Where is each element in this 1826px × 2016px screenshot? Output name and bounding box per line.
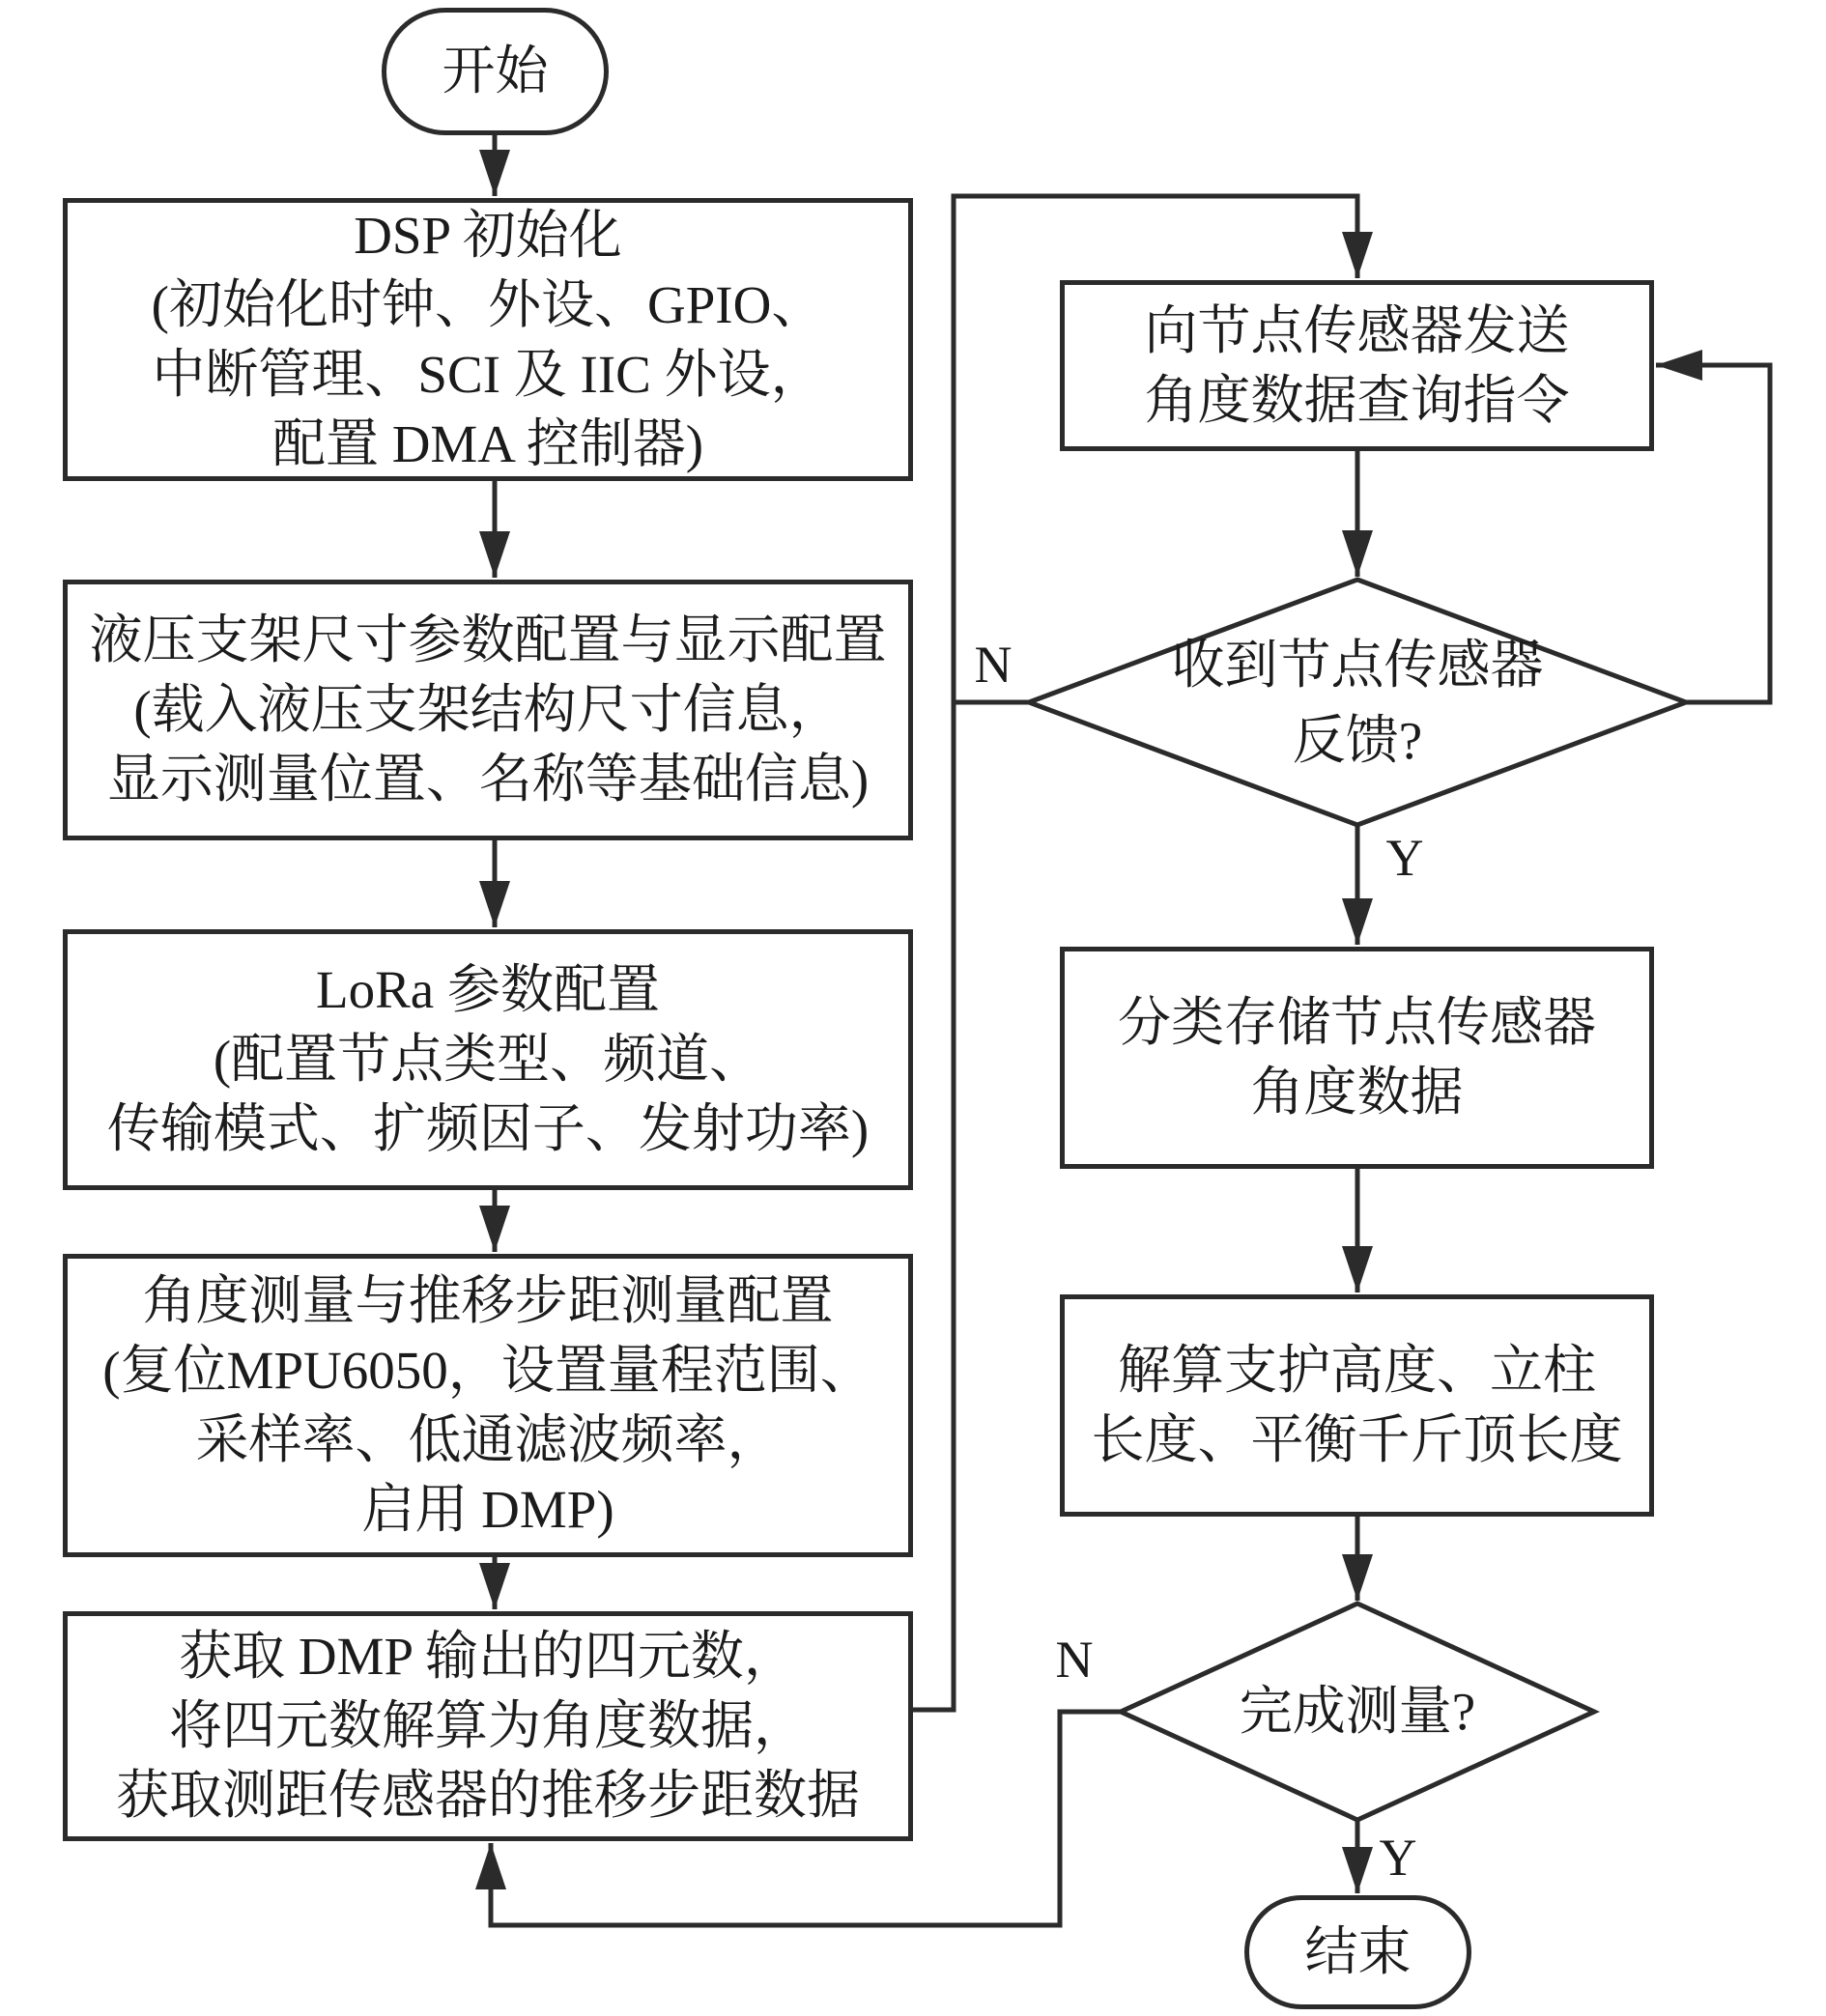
label-feedback-no [953,624,1034,705]
label-complete-no [1034,1619,1115,1700]
process-send-query [1060,280,1654,451]
process-lora-config-line: 传输模式、扩频因子、发射功率) [106,1099,870,1158]
process-calc-support-height [1060,1294,1654,1517]
process-angle-measure-config-line: (复位MPU6050，设置量程范围、 [102,1341,873,1400]
process-store-angle-data [1060,947,1654,1169]
decision-complete-line: 完成测量? [1239,1682,1476,1741]
label-feedback-yes [1364,817,1445,898]
process-angle-measure-config-line: 角度测量与推移步距测量配置 [142,1271,834,1330]
process-calc-support-height-line: 解算支护高度、立柱 [1117,1341,1596,1400]
process-dsp-init [63,198,913,481]
process-acquire-dmp-data [63,1611,913,1841]
process-angle-measure-config-line: 采样率、低通滤波频率， [195,1410,781,1469]
process-lora-config [63,929,913,1190]
label-feedback-yes-text: Y [1385,829,1424,887]
start-label: 开始 [442,42,549,100]
label-feedback-no-text: N [974,636,1013,694]
end-node [1244,1895,1471,2009]
process-angle-measure-config [63,1254,913,1557]
decision-complete-label [1116,1663,1599,1760]
process-dsp-init-line: (初始化时钟、外设、GPIO、 [151,274,825,334]
end-label: 结束 [1304,1922,1412,1981]
process-send-query-line: 角度数据查询指令 [1144,370,1570,430]
process-support-config [63,580,913,840]
label-complete-no-text: N [1055,1631,1094,1689]
process-dsp-init-line: 配置 DMA 控制器) [271,413,704,473]
process-acquire-dmp-data-line: 获取测距传感器的推移步距数据 [115,1766,860,1825]
process-lora-config-line: (配置节点类型、频道、 [213,1030,763,1089]
process-acquire-dmp-data-line: 获取 DMP 输出的四元数， [179,1627,797,1686]
process-store-angle-data-line: 分类存储节点传感器 [1117,993,1596,1052]
process-support-config-line: 液压支架尺寸参数配置与显示配置 [89,610,887,669]
process-store-angle-data-line: 角度数据 [1250,1063,1464,1122]
start-node [382,8,609,135]
process-angle-measure-config-line: 启用 DMP) [361,1480,614,1539]
decision-feedback-line: 反馈? [1292,710,1423,770]
process-support-config-line: 显示测量位置、名称等基础信息) [106,750,870,809]
process-dsp-init-line: 中断管理、SCI 及 IIC 外设， [152,344,824,404]
process-acquire-dmp-data-line: 将四元数解算为角度数据， [168,1696,807,1755]
arrow-feedback-loop-to-send-query [1656,365,1770,702]
process-send-query-line: 向节点传感器发送 [1144,300,1570,360]
process-calc-support-height-line: 长度、平衡千斤顶长度 [1091,1410,1623,1469]
process-dsp-init-line: DSP 初始化 [354,205,622,265]
process-support-config-line: (载入液压支架结构尺寸信息， [133,680,842,739]
label-complete-yes [1357,1817,1439,1898]
process-lora-config-line: LoRa 参数配置 [316,960,660,1019]
label-complete-yes-text: Y [1379,1829,1417,1887]
decision-feedback-line: 收到节点传感器 [1171,635,1544,695]
decision-feedback-label [1068,609,1647,797]
